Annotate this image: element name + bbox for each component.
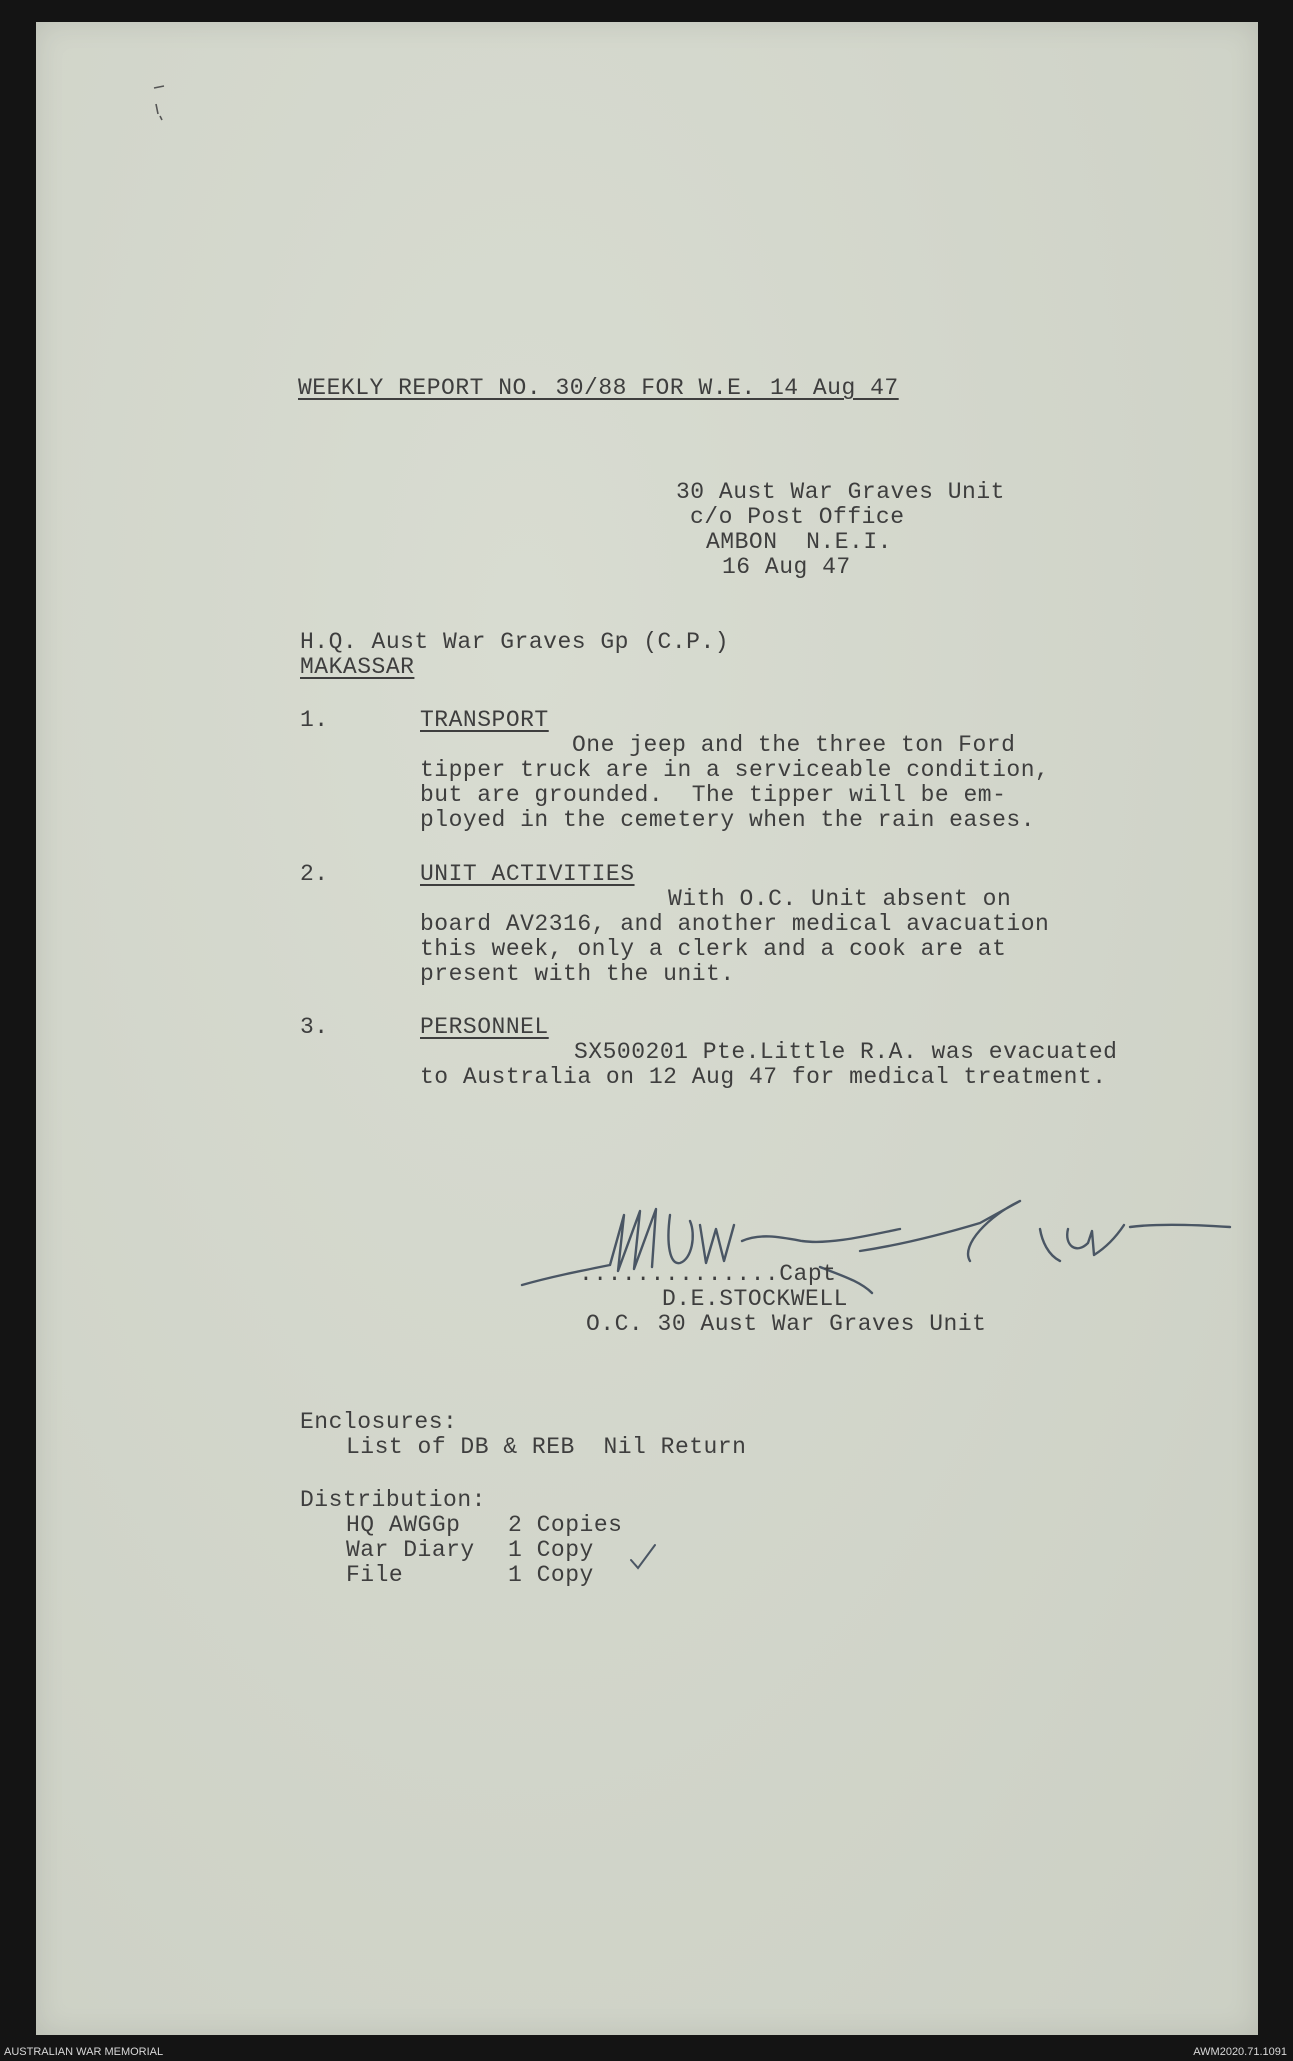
distribution-copies: 1 Copy bbox=[508, 1562, 594, 1588]
section-2-line: With O.C. Unit absent on bbox=[668, 886, 1012, 912]
section-3-heading: PERSONNEL bbox=[420, 1014, 549, 1040]
footer-accession-number: AWM2020.71.1091 bbox=[1193, 2046, 1287, 2058]
handwritten-signature bbox=[520, 1185, 1240, 1305]
section-2-heading: UNIT ACTIVITIES bbox=[420, 861, 635, 887]
section-2-line: this week, only a clerk and a cook are at bbox=[420, 936, 1007, 962]
section-2-number: 2. bbox=[300, 861, 329, 887]
distribution-copies: 1 Copy bbox=[508, 1537, 594, 1563]
enclosures-item: List of DB & REB Nil Return bbox=[346, 1434, 747, 1460]
sender-address: c/o Post Office bbox=[690, 504, 905, 530]
sender-date: 16 Aug 47 bbox=[722, 554, 851, 580]
sender-location: AMBON N.E.I. bbox=[706, 529, 892, 555]
distribution-recipient: War Diary bbox=[346, 1537, 475, 1563]
enclosures-heading: Enclosures: bbox=[300, 1409, 458, 1435]
section-1-line: but are grounded. The tipper will be em- bbox=[420, 782, 1007, 808]
section-3-line: SX500201 Pte.Little R.A. was evacuated bbox=[574, 1039, 1118, 1065]
distribution-copies: 2 Copies bbox=[508, 1512, 623, 1538]
report-title: WEEKLY REPORT NO. 30/88 FOR W.E. 14 Aug 47 bbox=[298, 375, 899, 401]
section-1-line: ployed in the cemetery when the rain eases. bbox=[420, 807, 1035, 833]
section-2-line: present with the unit. bbox=[420, 961, 735, 987]
footer-archive-name: AUSTRALIAN WAR MEMORIAL bbox=[4, 2046, 164, 2058]
distribution-heading: Distribution: bbox=[300, 1487, 486, 1513]
section-1-number: 1. bbox=[300, 707, 329, 733]
signatory-role: O.C. 30 Aust War Graves Unit bbox=[586, 1311, 987, 1337]
section-2-line: board AV2316, and another medical avacuation bbox=[420, 911, 1050, 937]
recipient-name: H.Q. Aust War Graves Gp (C.P.) bbox=[300, 629, 730, 655]
corner-mark bbox=[150, 84, 174, 124]
recipient-location: MAKASSAR bbox=[300, 654, 415, 680]
check-mark-icon bbox=[628, 1542, 658, 1572]
section-1-heading: TRANSPORT bbox=[420, 707, 549, 733]
sender-unit: 30 Aust War Graves Unit bbox=[676, 479, 1005, 505]
signatory-name: D.E.STOCKWELL bbox=[662, 1286, 848, 1312]
section-1-line: One jeep and the three ton Ford bbox=[572, 732, 1016, 758]
distribution-recipient: File bbox=[346, 1562, 404, 1588]
signature-dots-rank: ..............Capt bbox=[579, 1261, 837, 1287]
document-page bbox=[36, 22, 1258, 2035]
distribution-recipient: HQ AWGGp bbox=[346, 1512, 461, 1538]
section-3-line: to Australia on 12 Aug 47 for medical treatment. bbox=[420, 1064, 1107, 1090]
section-1-line: tipper truck are in a serviceable condition, bbox=[420, 757, 1050, 783]
section-3-number: 3. bbox=[300, 1014, 329, 1040]
